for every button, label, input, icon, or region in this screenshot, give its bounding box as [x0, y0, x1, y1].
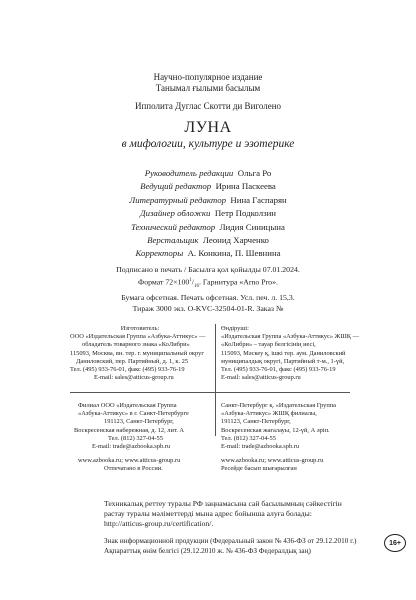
compliance-note: Техникалық реттеу туралы РФ заңнамасына сай басылымның сәйкестігін растау туралы мәліметтерді мына адрес бойынша алуға болады: http://atticus-group.ru/certification/. [104, 499, 342, 528]
book-title: ЛУНА [184, 119, 232, 136]
staff-row: Корректоры А. Конкина, П. Шевнина [135, 248, 281, 259]
authors: Ипполита Дуглас Скотти ди Виголено [134, 101, 282, 111]
book-subtitle: в мифологии, культуре и эзотерике [121, 138, 295, 150]
staff-row: Ведущий редактор Ирина Паскеева [140, 181, 276, 192]
manufacturer-kz: Өндіруші: «Издательская Группа «Азбука-Аттикус» ЖШҚ — «КоЛибри» – тауар белгісінің иесі, 115093, Мәскеу қ, ішкі тер. аум. Даниловский муниципалдық округі, Партийный т-м., 1-үй, Тел. (495) 933-76-01, факс (495) 933-76-19 E-mail: sales@atticus-group.ru [221, 325, 360, 382]
genre-ru: Научно-популярное издание [153, 72, 263, 82]
age-rating-note: Знак информационной продукции (Федеральный закон № 436-ФЗ от 29.12.2010 г.) Ақпараттық өнім белгісі (29.12.2010 ж. № 436-ФЗ Федералдық заң) [104, 537, 357, 555]
staff-row: Технический редактор Лидия Синицына [131, 221, 285, 232]
staff-row: Верстальщик Леонид Харченко [147, 235, 269, 246]
staff-row: Дизайнер обложки Петр Подколзин [140, 208, 276, 219]
staff-row: Руководитель редакции Ольга Ро [144, 168, 272, 178]
print-info: Подписано в печать / Басылға қол қойылды 07.01.2024. Формат $72\times 100^1/_{16}$. Гарнитура «Arno Pro». Бумага офсетная. Печать офсетная. Усл. печ. л. 15,3. Тираж 3000 экз. O-KVC-32504-01-R. Заказ № [116, 265, 300, 314]
row-divider [70, 392, 350, 393]
genre-kz: Танымал ғылыми басылым [155, 83, 261, 93]
branch-kz: Санкт-Петербург қ. «Издательская Группа «Азбука-Аттикус» ЖШҚ филиалы, 191123, Санкт-Петербург, Воскресенская жағалауы, 12-үй, А әріп. Тел. (812) 327-04-55 E-mail: trade@azbooka.spb.ru www.azbooka.ru; www.atticus-group.ru Ресейде басып шығарылған [221, 402, 337, 473]
staff-credits [0, 167, 416, 261]
age-rating-badge: 16+ [384, 534, 406, 552]
column-divider [215, 324, 216, 436]
manufacturer-ru: Изготовитель: ООО «Издательская Группа «Азбука-Аттикус» — обладатель товарного знака «КоЛибри» 115093, Москва, вн. тер. г. муниципальный округ Даниловский, пер. Партийный, д. 1, к. 25 Тел. (495) 933-76-01, факс (495) 933-76-19 E-mail: sales@atticus-group.ru [70, 325, 206, 382]
staff-row: Литературный редактор Нина Гаспарян [129, 194, 287, 205]
branch-ru: Филиал ООО «Издательская Группа «Азбука-Аттикус» в г. Санкт-Петербурге 191123, Санкт-Петербург, Воскресенская набережная, д. 12, лит. А Тел. (812) 327-04-55 E-mail: trade@azbooka.spb.ru www.azbooka.ru; www.atticus-group.ru Отпечатано в России. [74, 402, 189, 473]
